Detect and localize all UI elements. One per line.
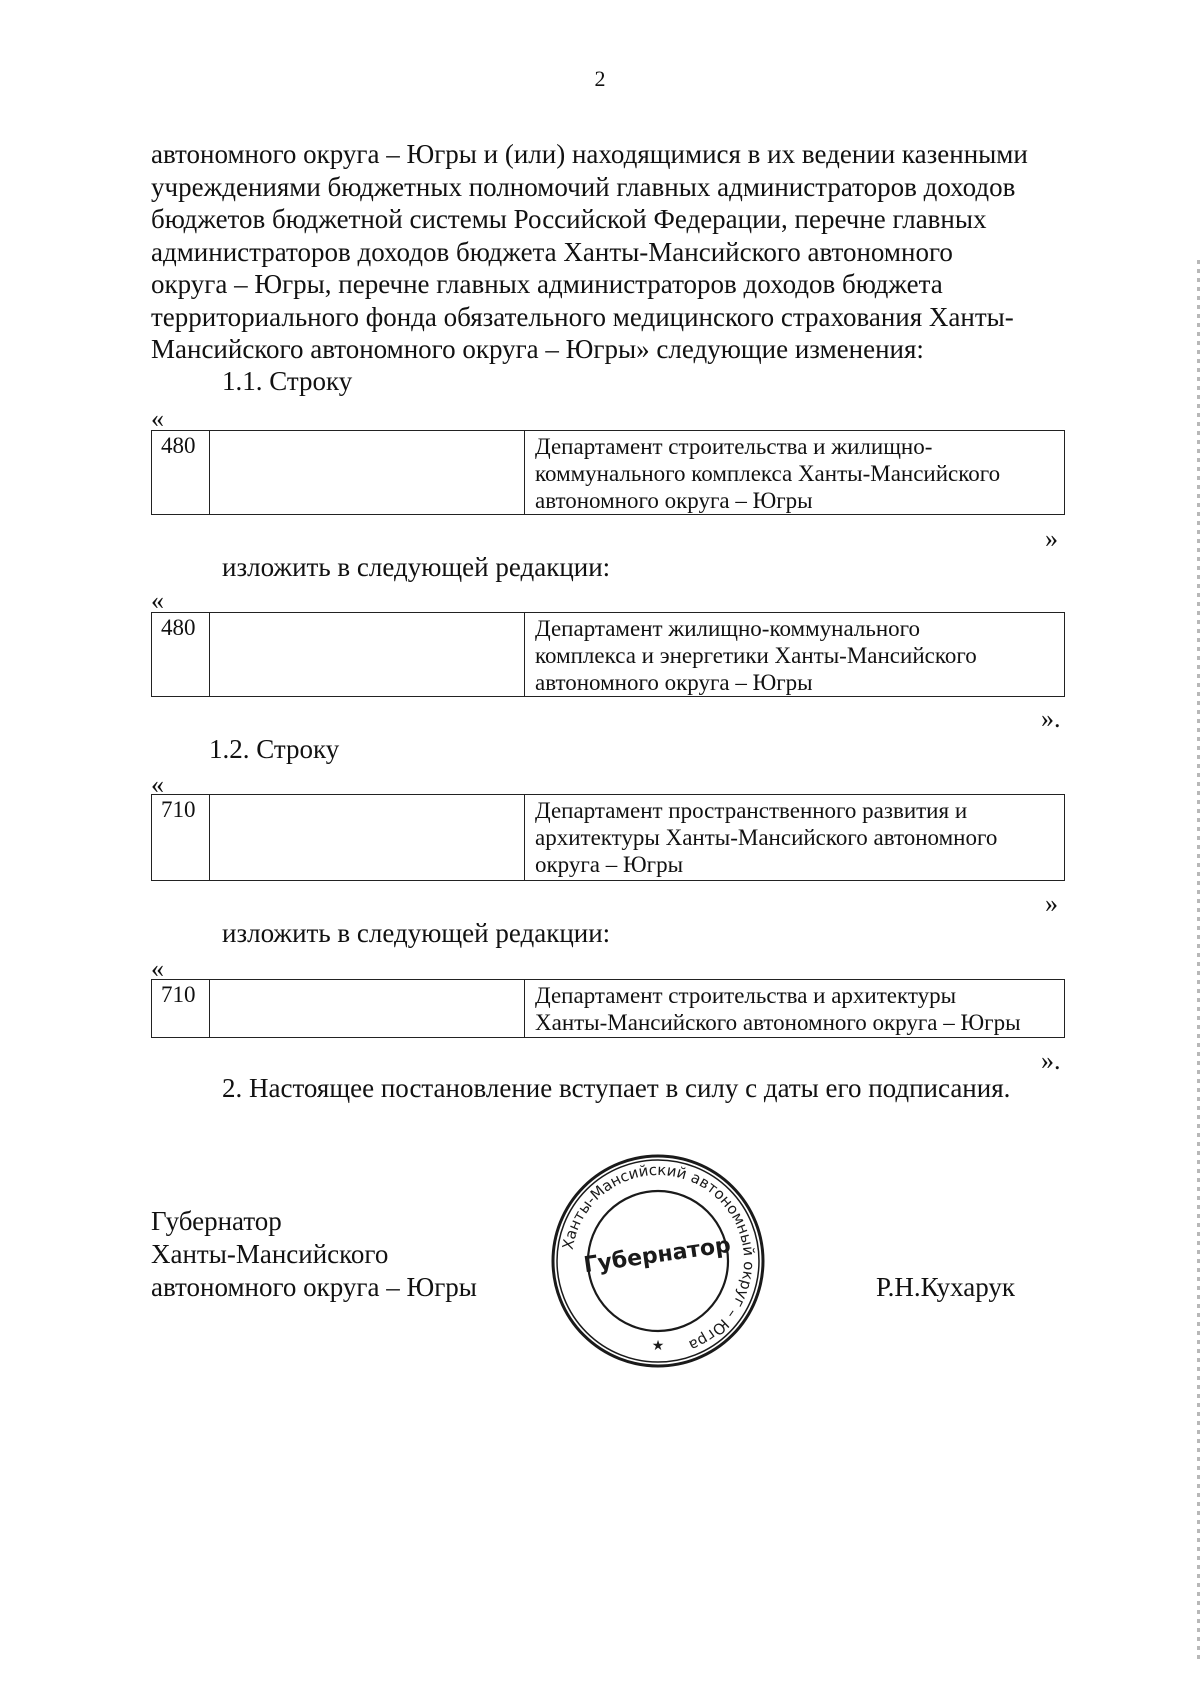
replace-heading: изложить в следующей редакции: (222, 552, 611, 582)
intro-line: территориального фонда обязательного медицинского страхования Ханты- (151, 301, 1014, 332)
signature-title-line: автономного округа – Югры (151, 1272, 477, 1302)
intro-line: автономного округа – Югры и (или) находящимися в их ведении казенными (151, 139, 1028, 169)
row-empty-cell (210, 795, 525, 881)
intro-line: Мансийского автономного округа – Югры» следующие изменения: (151, 334, 924, 364)
row-department (525, 613, 1065, 697)
open-quote: « (151, 586, 164, 615)
row-empty-cell (210, 980, 525, 1038)
row-code: 710 (152, 980, 210, 1038)
dept-line: Департамент строительства и жилищно- (535, 434, 933, 459)
row-department (525, 980, 1065, 1038)
open-quote: « (151, 404, 164, 433)
signature-title-line: Губернатор (151, 1206, 282, 1236)
row-table-old-480 (151, 430, 1065, 515)
row-code: 480 (152, 431, 210, 515)
dept-line: Ханты-Мансийского автономного округа – Югры (535, 1010, 1021, 1035)
close-quote: ». (1041, 1046, 1061, 1075)
intro-line: бюджетов бюджетной системы Российской Федерации, перечне главных (151, 204, 987, 234)
page-number: 2 (594, 66, 606, 91)
intro-line: округа – Югры, перечне главных администраторов доходов бюджета (151, 269, 943, 299)
dept-line: коммунального комплекса Ханты-Мансийского (535, 461, 1001, 486)
row-department (525, 795, 1065, 881)
open-quote: « (151, 770, 164, 799)
replace-heading: изложить в следующей редакции: (222, 918, 611, 948)
intro-line: учреждениями бюджетных полномочий главных администраторов доходов (151, 171, 1016, 202)
dept-line: округа – Югры (535, 852, 684, 877)
signature-title-line: Ханты-Мансийского (151, 1239, 389, 1269)
stamp-center-text: Губернатор (582, 1232, 733, 1279)
official-stamp (547, 1150, 769, 1372)
item-1-2-heading: 1.2. Строку (209, 734, 340, 764)
item-1-1-heading: 1.1. Строку (222, 366, 353, 396)
stamp-ring-text: Ханты-Мансийский автономный округ – Югра (558, 1160, 759, 1355)
signatory-name: Р.Н.Кухарук (876, 1272, 1016, 1302)
signature-title (151, 1205, 477, 1304)
row-department (525, 431, 1065, 515)
row-empty-cell (210, 431, 525, 515)
dept-line: Департамент жилищно-коммунального (535, 616, 921, 641)
intro-line: администраторов доходов бюджета Ханты-Мансийского автономного (151, 236, 953, 267)
close-quote: ». (1041, 704, 1061, 733)
item-2-text: 2. Настоящее постановление вступает в силу с даты его подписания. (222, 1073, 1011, 1103)
dept-line: автономного округа – Югры (535, 670, 813, 695)
close-quote: » (1045, 889, 1058, 918)
dept-line: автономного округа – Югры (535, 488, 813, 513)
row-code: 480 (152, 613, 210, 697)
dept-line: Департамент строительства и архитектуры (535, 983, 957, 1008)
row-code: 710 (152, 795, 210, 881)
row-table-new-710 (151, 979, 1065, 1038)
row-table-old-710 (151, 794, 1065, 881)
row-empty-cell (210, 613, 525, 697)
row-table-new-480 (151, 612, 1065, 697)
close-quote: » (1045, 524, 1058, 553)
dept-line: комплекса и энергетики Ханты-Мансийского (535, 643, 977, 668)
dept-line: Департамент пространственного развития и (535, 798, 968, 823)
stamp-star-icon: ★ (651, 1338, 665, 1354)
intro-paragraph (151, 138, 1069, 366)
dept-line: архитектуры Ханты-Мансийского автономного (535, 825, 998, 850)
open-quote: « (151, 954, 164, 983)
